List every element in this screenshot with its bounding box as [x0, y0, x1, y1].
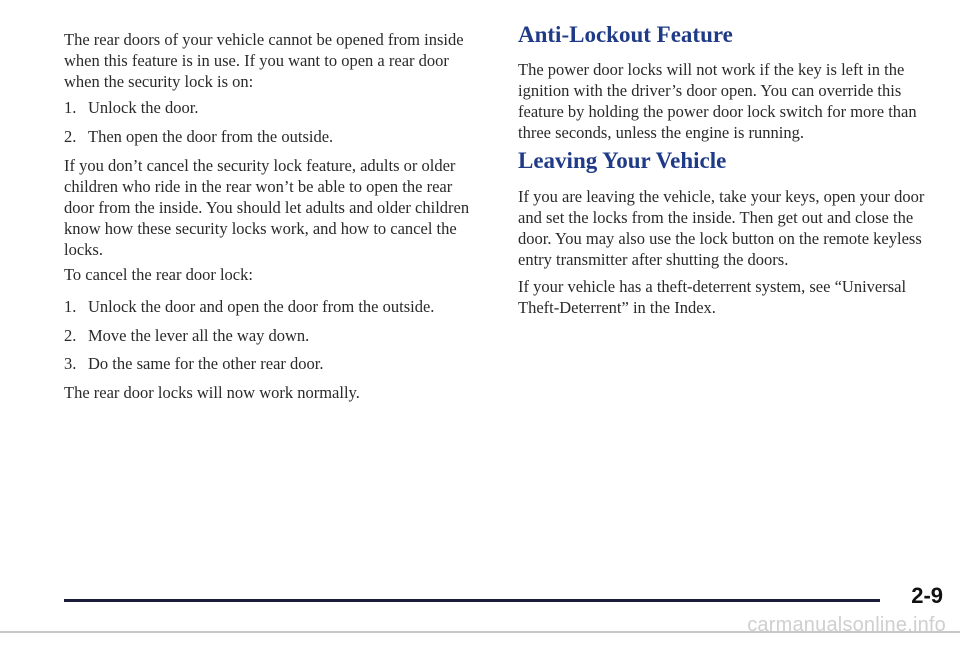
list-item: [64, 97, 484, 118]
leaving-vehicle-paragraph: If you are leaving the vehicle, take your keys, open your door and set the locks from the inside. Then get out and close the door. You may also use the lock button on the remote keyless entry transmitter after shutting the doors.: [518, 187, 925, 269]
cancel-intro: To cancel the rear door lock:: [64, 265, 253, 284]
step-text: Move the lever all the way down.: [88, 326, 310, 345]
closing-paragraph: The rear door locks will now work normally.: [64, 383, 360, 402]
footer-rule: [64, 599, 880, 602]
watermark: carmanualsonline.info: [747, 614, 946, 636]
step-text: Unlock the door and open the door from the outside.: [88, 297, 435, 316]
step-number: 2.: [64, 326, 77, 345]
list-item: [64, 353, 484, 374]
step-text: Then open the door from the outside.: [88, 127, 334, 146]
step-text: Do the same for the other rear door.: [88, 354, 324, 373]
list-item: [64, 126, 484, 147]
intro-paragraph: The rear doors of your vehicle cannot be opened from inside when this feature is in use. If you want to open a rear door when the security lock is on:: [64, 30, 464, 91]
list-item: [64, 325, 484, 346]
step-number: 3.: [64, 354, 77, 373]
list-item: [64, 296, 484, 317]
step-number: 2.: [64, 127, 77, 146]
section-heading-anti-lockout: Anti-Lockout Feature: [518, 22, 733, 47]
step-text: Unlock the door.: [88, 98, 199, 117]
warning-paragraph: If you don’t cancel the security lock feature, adults or older children who ride in the rear won’t be able to open the rear door from the inside. You should let adults and older children know how these security locks work, and how to cancel the locks.: [64, 156, 470, 259]
step-number: 1.: [64, 297, 77, 316]
theft-deterrent-paragraph: If your vehicle has a theft-deterrent system, see “Universal Theft-Deterrent” in the Index.: [518, 277, 907, 317]
section-heading-leaving-vehicle: Leaving Your Vehicle: [518, 148, 727, 173]
anti-lockout-paragraph: The power door locks will not work if the key is left in the ignition with the driver’s door open. You can override this feature by holding the power door lock switch for more than three seconds, unless the engine is running.: [518, 60, 917, 142]
page-number: 2-9: [911, 583, 943, 608]
step-number: 1.: [64, 98, 77, 117]
